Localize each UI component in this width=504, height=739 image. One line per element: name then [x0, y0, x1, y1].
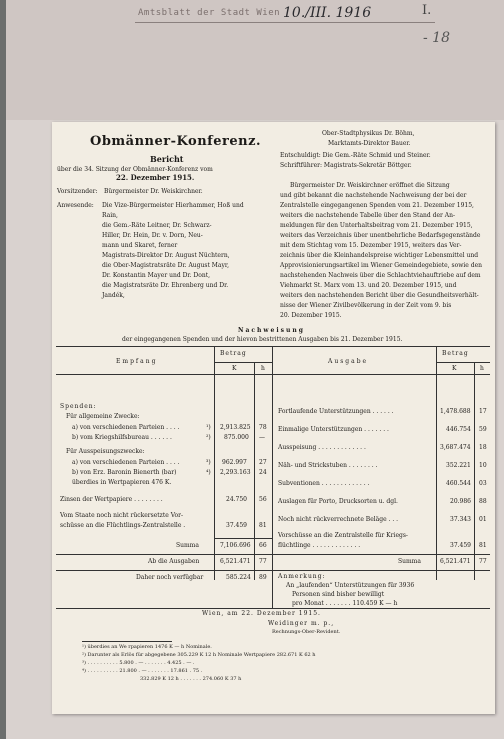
row-amount-h: 59 — [479, 426, 487, 433]
right-k-heading: K — [452, 365, 457, 372]
row-amount-k: 3,687.474 — [440, 444, 471, 451]
body-line: weiters den nachstehenden Bericht über die Gesundheitsverhält- — [280, 292, 479, 299]
row-amount-h: 88 — [479, 498, 487, 505]
present-line: die Ober-Magistratsräte Dr. August Mayr, — [102, 262, 230, 269]
row-amount-k: 352.221 — [446, 462, 471, 469]
row-amount-k: 446.754 — [446, 426, 471, 433]
present-label: Anwesende: — [57, 202, 94, 209]
place-date: Wien, am 22. Dezember 1915. — [202, 610, 321, 617]
right-h-rule — [474, 362, 475, 580]
row-amount-k: 37.343 — [450, 516, 471, 523]
row-amount-h: 81 — [479, 542, 487, 549]
left-k-heading: K — [232, 365, 237, 372]
left-sum-k: 7,106.696 — [220, 542, 251, 549]
expenses-h: 77 — [259, 558, 267, 565]
table-head-rule — [56, 374, 490, 375]
table-row: Noch nicht rückverrechnete Beläge . . . — [278, 516, 399, 523]
right-top-line: Marktamts-Direktor Bauer. — [328, 140, 411, 147]
balance-k: 585.224 — [226, 574, 251, 581]
row-amount-h: 27 — [259, 459, 267, 466]
chair-label: Vorsitzender: — [57, 188, 98, 195]
present-line: die Gem.-Räte Leitner, Dr. Schwarz- — [102, 222, 212, 229]
statement-subtitle: der eingegangenen Spenden und der hievon bestrittenen Ausgaben bis 21. Dezember 1915. — [122, 336, 403, 343]
table-row: Einmalige Unterstützungen . . . . . . . — [278, 426, 389, 433]
table-row: Für Ausspeisungszwecke: — [66, 448, 145, 455]
balance-h: 89 — [259, 574, 267, 581]
footnote: ¹) überdies an We rpapieren 1476 K — h Nominale. — [82, 644, 212, 650]
body-line: zeichnis über die Kleinhandelspreise wichtiger Lebensmittel und — [280, 252, 479, 259]
row-amount-k: 2,293.163 — [220, 469, 251, 476]
body-line: Approvisionierungsartikel im Wiener Gemeindegebiete, sowie den — [280, 262, 482, 269]
row-amount-k: 962.997 — [222, 459, 247, 466]
present-line: Hiller, Dr. Hein, Dr. v. Dorn, Neu- — [102, 232, 203, 239]
row-amount-h: 81 — [259, 522, 267, 529]
present-line: Die Vize-Bürgermeister Hierhammer, Hoß und — [102, 202, 244, 209]
source-stamp: Amtsblatt der Stadt Wien — [138, 8, 281, 18]
row-amount-k: 2,913.825 — [220, 424, 251, 431]
row-amount-k: 37.459 — [226, 522, 247, 529]
note-label: Anmerkung: — [278, 573, 326, 580]
article-title: Obmänner-Konferenz. — [90, 134, 261, 149]
body-line: Viehmarkt St. Marx vom 13. und 20. Dezember 1915, und — [280, 282, 457, 289]
left-kh-rule — [214, 362, 272, 363]
secretary-line: Schriftführer: Magistrats-Sekretär Böttger. — [280, 162, 412, 169]
table-bottom-rule — [56, 608, 490, 609]
left-h-rule — [254, 362, 255, 580]
right-sum-k: 6,521.471 — [440, 558, 471, 565]
present-line: die Magistratsräte Dr. Ehrenberg und Dr. — [102, 282, 229, 289]
row-amount-k: 460.544 — [446, 480, 471, 487]
right-amount-rule — [436, 346, 437, 580]
right-kh-rule — [436, 362, 490, 363]
row-amount-h: 10 — [479, 462, 487, 469]
left-sum-label: Summa — [176, 542, 199, 549]
note-line: An „laufenden“ Unterstützungen für 3936 — [286, 582, 415, 589]
body-line: und gibt bekannt die nachstehende Nachweisung der bei der — [280, 192, 467, 199]
right-h-heading: h — [480, 365, 484, 372]
footnote-rule — [82, 641, 172, 642]
present-line: mann und Skaret, ferner — [102, 242, 178, 249]
row-amount-h: — — [259, 434, 265, 441]
present-line: Magistrats-Direktor Dr. August Nüchtern, — [102, 252, 230, 259]
table-row: Vorschüsse an die Zentralstelle für Kriegs- — [278, 532, 408, 539]
table-row: Für allgemeine Zwecke: — [66, 413, 140, 420]
row-footnote-mark: ⁴) — [206, 469, 211, 476]
signature-title: Rechnungs-Ober-Revident. — [272, 629, 341, 635]
footnote: ²) Darunter als Erlös für abgegebene 305.229 K 12 h Nominale Wertpapiere 282.671 K 62 h — [82, 652, 316, 658]
newspaper-clipping — [52, 122, 495, 714]
statement-title: Nachweisung — [238, 327, 305, 334]
body-line: Zentralstelle eingegangenen Spenden vom 21. Dezember 1915, — [280, 202, 474, 209]
article-subtitle: Bericht — [150, 154, 184, 164]
table-row: Subventionen . . . . . . . . . . . . . — [278, 480, 370, 487]
present-line: Jandék, — [102, 292, 125, 299]
body-line: nisse der Wiener Zivilbevölkerung in der Zeit vom 9. bis — [280, 302, 452, 309]
expenses-label: Ab die Ausgaben — [148, 558, 200, 565]
note-line: Personen sind bisher bewilligt — [292, 591, 385, 598]
left-h-heading: h — [261, 365, 265, 372]
row-amount-h: 78 — [259, 424, 267, 431]
row-footnote-mark: ²) — [206, 434, 211, 441]
table-center-rule — [272, 346, 273, 608]
table-row: schüsse an die Flüchtlings-Zentralstelle . — [60, 522, 186, 529]
table-row: Auslagen für Porto, Drucksorten u. dgl. — [278, 498, 398, 505]
left-sum-h: 66 — [259, 542, 267, 549]
row-amount-h: 24 — [259, 469, 267, 476]
table-row: Ausspeisung . . . . . . . . . . . . . — [278, 444, 366, 451]
row-amount-h: 18 — [479, 444, 487, 451]
footnote: ⁴) . . . . . . . . . . 21.800 . — . . . . . . . 17.861 . 75 . — [82, 668, 203, 674]
table-row: flüchtlinge . . . . . . . . . . . . . — [278, 542, 361, 549]
row-amount-k: 875.000 — [224, 434, 249, 441]
handwritten-date: 10./III. 1916 — [283, 5, 372, 21]
footnote-total: 332.829 K 12 h . . . . . . . 274.060 K 37 h — [140, 676, 242, 682]
right-amount-heading: Betrag — [442, 350, 469, 357]
handwritten-page-number: - 18 — [423, 30, 450, 46]
table-row: a) von verschiedenen Parteien . . . . — [72, 459, 180, 466]
left-amount-heading: Betrag — [220, 350, 247, 357]
left-balance-rule — [56, 570, 272, 571]
income-heading: Empfang — [116, 358, 158, 365]
table-top-rule — [56, 346, 490, 347]
table-row: Näh- und Strickstuben . . . . . . . . — [278, 462, 378, 469]
body-line: nachstehenden Nachweis über die Schlachtviehauftriebe auf dem — [280, 272, 481, 279]
row-amount-h: 17 — [479, 408, 487, 415]
row-amount-k: 20.986 — [450, 498, 471, 505]
table-row: Vom Staate noch nicht rückersetzte Vor- — [60, 512, 183, 519]
present-line: Rain, — [102, 212, 118, 219]
handwritten-roman-numeral: I. — [422, 3, 432, 18]
balance-label: Daher noch verfügbar — [136, 574, 204, 581]
signature: Weidinger m. p., — [268, 620, 335, 627]
body-line: 20. Dezember 1915. — [280, 312, 342, 319]
expenses-k: 6,521.471 — [220, 558, 251, 565]
chair-name: Bürgermeister Dr. Weiskirchner. — [104, 188, 203, 195]
expense-heading: Ausgabe — [328, 358, 369, 365]
table-row: Fortlaufende Unterstützungen . . . . . . — [278, 408, 394, 415]
left-amount-rule — [214, 346, 215, 580]
excused-line: Entschuldigt: Die Gem.-Räte Schmid und Steiner. — [280, 152, 431, 159]
row-footnote-mark: ¹) — [206, 424, 211, 431]
body-line: mit dem Stichtag vom 15. Dezember 1915, weiters das Ver- — [280, 242, 462, 249]
present-line: Dr. Konstantin Mayer und Dr. Dont, — [102, 272, 211, 279]
stamp-underline — [135, 22, 435, 23]
body-line: weiters die nachstehende Tabelle über den Stand der An- — [280, 212, 456, 219]
row-footnote-mark: ³) — [206, 459, 211, 466]
footnote: ³) . . . . . . . . . . 5.800 . — . . . . . . . 4.425 . — . — [82, 660, 195, 666]
row-amount-k: 1,478.688 — [440, 408, 471, 415]
row-amount-h: 03 — [479, 480, 487, 487]
note-line: pro Monat . . . . . . . 110.459 K — h — [292, 600, 398, 607]
body-line: weiters das Verzeichnis über unentbehrliche Bedarfsgegenstände — [280, 232, 481, 239]
body-line: meldungen für den Unterhaltsbeitrag vom 21. Dezember 1915, — [280, 222, 473, 229]
right-sum-h: 77 — [479, 558, 487, 565]
left-sum-rule — [214, 538, 272, 539]
table-row: überdies in Wertpapieren 476 K. — [72, 479, 172, 486]
table-row: b) vom Kriegshilfsbureau . . . . . . — [72, 434, 172, 441]
right-sum-rule — [272, 554, 490, 555]
intro-date: 22. Dezember 1915. — [116, 173, 195, 182]
intro-line: über die 34. Sitzung der Obmänner-Konferenz vom — [57, 166, 213, 173]
left-expense-rule — [56, 554, 272, 555]
row-amount-k: 37.459 — [450, 542, 471, 549]
row-amount-k: 24.750 — [226, 496, 247, 503]
table-row: Zinsen der Wertpapiere . . . . . . . . — [60, 496, 163, 503]
table-row: a) von verschiedenen Parteien . . . . — [72, 424, 180, 431]
table-row: b) von Erz. Baronin Bienerth (bar) — [72, 469, 177, 476]
row-amount-h: 56 — [259, 496, 267, 503]
row-amount-h: 01 — [479, 516, 487, 523]
right-note-rule — [272, 570, 490, 571]
right-sum-label: Summa — [398, 558, 421, 565]
right-top-line: Ober-Stadtphysikus Dr. Böhm, — [322, 130, 415, 137]
body-line: Bürgermeister Dr. Weiskirchner eröffnet die Sitzung — [290, 182, 450, 189]
table-row: Spenden: — [60, 403, 97, 410]
